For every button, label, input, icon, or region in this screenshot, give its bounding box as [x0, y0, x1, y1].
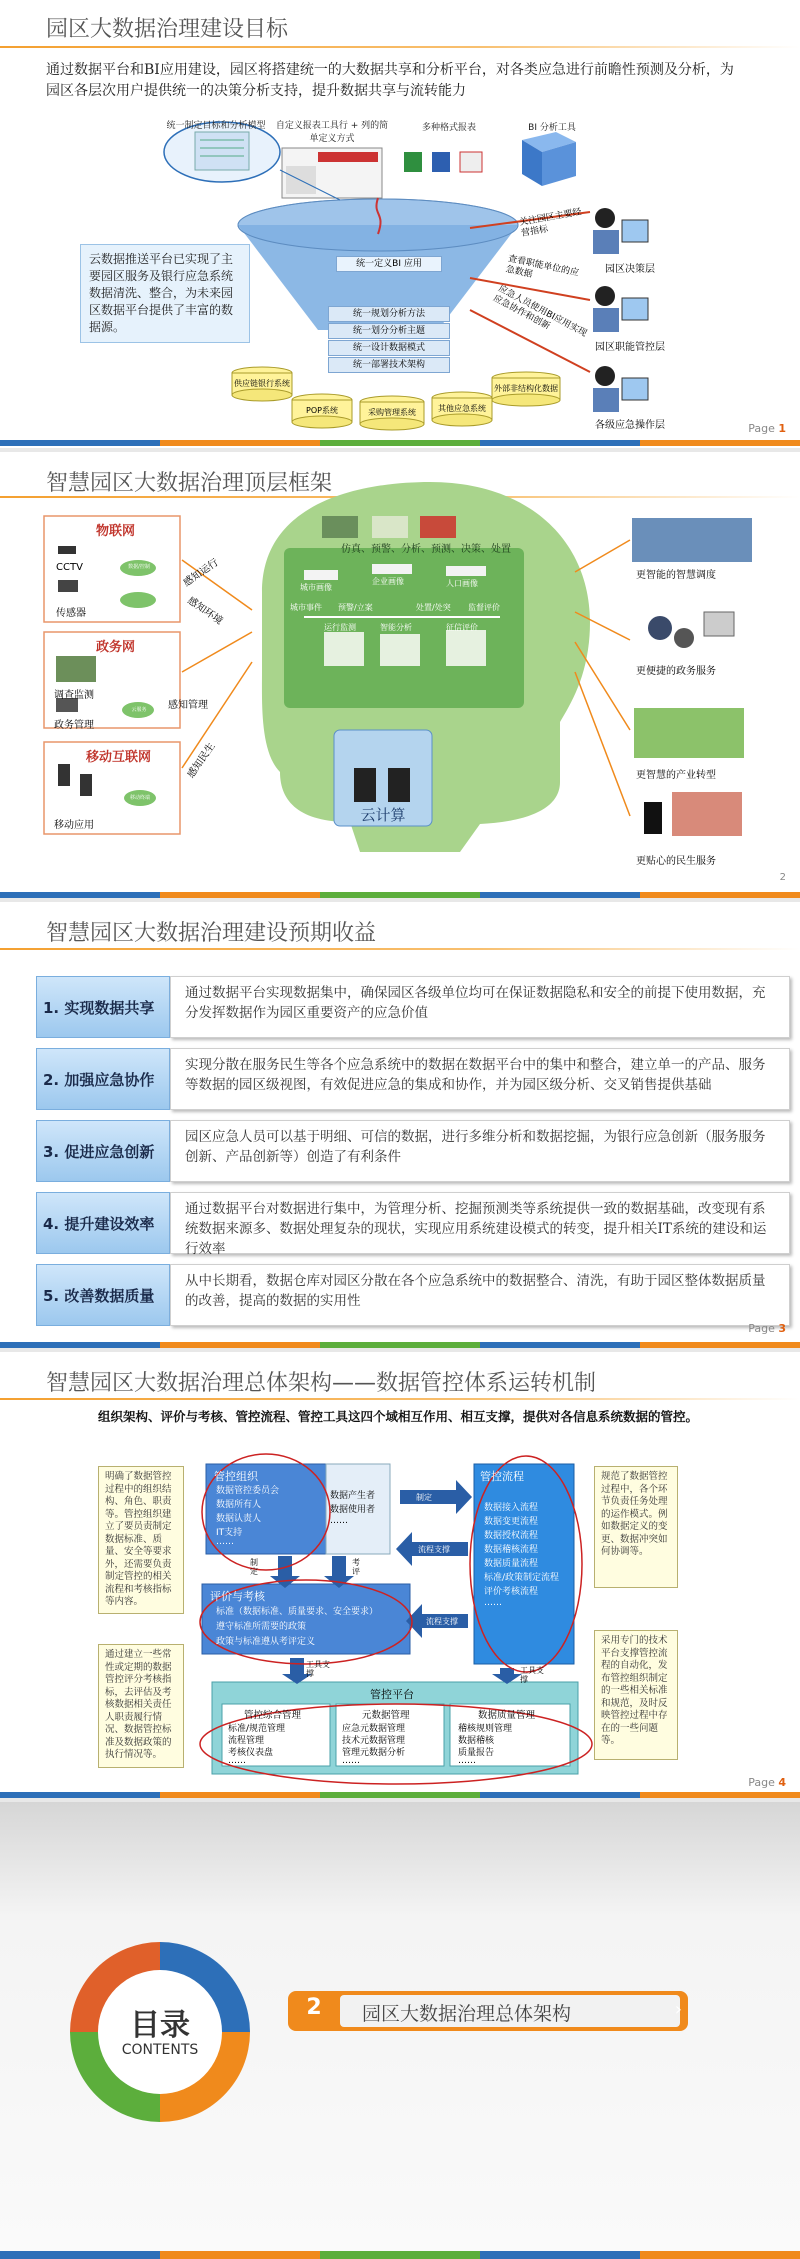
head-node: 监督评价 [468, 603, 500, 612]
cctv-icon [58, 546, 76, 554]
platform-col-title: 数据质量管理 [478, 1710, 536, 1721]
org-item: 数据所有人 [216, 1500, 262, 1510]
page-number: Page 3 [748, 1322, 786, 1335]
slide-3 [0, 902, 800, 1348]
benefit-label: 5. 改善数据质量 [36, 1264, 170, 1326]
section-pill[interactable] [288, 1991, 688, 2031]
page-number: Page 4 [748, 1776, 786, 1789]
process-item: 数据变更流程 [484, 1517, 539, 1527]
box-title: 管控流程 [480, 1470, 524, 1483]
head-node: 征信评价 [446, 623, 478, 632]
top-label: 统一制定目标和分析模型 [166, 121, 266, 131]
user-label: 各级应急操作层 [595, 420, 665, 431]
hub-label: 云服务 [131, 707, 147, 713]
slide-2 [0, 452, 800, 898]
process-item: …… [484, 1598, 502, 1608]
contents-title: 目录 [130, 2008, 190, 2043]
server-icon [388, 768, 410, 802]
device-label: 传感器 [56, 608, 86, 619]
device-label: 政务管理 [54, 720, 94, 731]
contents-subtitle: CONTENTS [121, 2042, 199, 2058]
factory-image [634, 708, 744, 758]
funnel-layer: 统一部署技术架构 [328, 357, 450, 373]
head-node: 城市事件 [290, 603, 322, 612]
slide-1 [0, 0, 800, 448]
user-icon [593, 286, 648, 332]
footer-bar [0, 1342, 800, 1348]
sensor-icon [58, 580, 78, 592]
top-label: BI 分析工具 [528, 123, 576, 133]
source-label: 其他应急系统 [438, 404, 486, 413]
slide-title: 园区大数据治理建设目标 [46, 17, 289, 42]
platform-item: …… [342, 1756, 360, 1766]
funnel-layer: 统一设计数据模式 [328, 340, 450, 356]
benefit-row [36, 1192, 800, 1257]
note-process: 规范了数据管控过程中，各个环节负责任务处理的运作模式。例如数据定义的变更、数据冲突如何协调等。 [594, 1466, 678, 1588]
server-icon [354, 768, 376, 802]
word-icon [432, 152, 450, 172]
benefit-text: 从中长期看，数据仓库对园区分散在各个应急系统中的数据整合、清洗，有助于园区整体数据质量的改善，提高的数据的实用性 [170, 1264, 790, 1326]
phone-icon [80, 774, 92, 796]
hub-label: 移动终端 [129, 795, 150, 801]
arrow-label: 流程支撑 [418, 1545, 450, 1554]
top-label: 多种格式报表 [421, 123, 476, 133]
source-label: 采购管理系统 [368, 408, 416, 417]
platform-item: …… [228, 1756, 246, 1766]
group-title-iot: 物联网 [96, 524, 136, 539]
section-title: 园区大数据治理总体架构 [362, 2003, 572, 2025]
chevron-right-icon: › [674, 1999, 682, 2020]
process-item: 数据质量流程 [484, 1559, 539, 1569]
cloud-push-note: 云数据推送平台已实现了主要园区服务及银行应急系统数据清洗、整合，为未来园区数据平台提供了丰富的数据源。 [80, 244, 250, 343]
slide-title: 智慧园区大数据治理顶层框架 [46, 471, 333, 496]
process-item: 评价考核流程 [484, 1587, 539, 1597]
platform-col-title: 元数据管理 [362, 1710, 410, 1721]
benefit-label: 2. 加强应急协作 [36, 1048, 170, 1110]
benefit-row [36, 976, 800, 1038]
benefit-label: 1. 实现数据共享 [36, 976, 170, 1038]
source-label: 外部非结构化数据 [494, 384, 558, 393]
slide-4 [0, 1352, 800, 1798]
benefit-label: 4. 提升建设效率 [36, 1192, 170, 1254]
org-right-item: 数据使用者 [330, 1505, 376, 1515]
benefit-text: 园区应急人员可以基于明细、可信的数据，进行多维分析和数据挖掘，为银行应急创新（服务服务创新、产品创新等）创造了有利条件 [170, 1120, 790, 1182]
org-right-item: …… [330, 1516, 348, 1526]
device-label: 移动应用 [54, 820, 94, 831]
device-label: 调查监测 [54, 690, 94, 701]
monitor-photo [56, 656, 96, 682]
users-icon [648, 612, 734, 648]
platform-item: 技术元数据管理 [342, 1736, 406, 1746]
platform-item: 应急元数据管理 [342, 1724, 406, 1734]
note-org: 明确了数据管控过程中的组织结构、角色、职责等。管控组织建立了要员责制定数据标准、质量、安全等要求外，还需要负责制定管控的相关流程和考核指标等内容。 [98, 1466, 184, 1614]
funnel-layer: 统一规划分析方法 [328, 306, 450, 322]
outcome-label: 更智能的智慧调度 [636, 570, 716, 581]
footer-bar [0, 892, 800, 898]
sim-thumb [322, 516, 358, 538]
bi-goal-diagram [0, 0, 800, 448]
footer-bar [0, 2251, 800, 2259]
user-icon [593, 208, 648, 254]
section-number: 2 [306, 1995, 322, 2020]
cloud-label: 云计算 [360, 806, 406, 824]
funnel-layer: 统一划分分析主题 [328, 323, 450, 339]
data-source-cylinders [232, 367, 560, 430]
outcome-label: 更便捷的政务服务 [636, 666, 716, 677]
note-eval: 通过建立一些常性或定期的数据管控评分考核指标，去评估及考核数据相关责任人职责履行情况、数据管控标准及数据政策的执行情况等。 [98, 1644, 184, 1768]
page-number: 2 [779, 872, 786, 883]
slide-5 [0, 1802, 800, 2259]
arrow-label: 制定 [416, 1493, 432, 1502]
eval-item: 遵守标准所需要的政策 [216, 1622, 307, 1632]
source-label: 供应链银行系统 [234, 379, 290, 388]
bi-cube-icon [522, 132, 576, 186]
head-node: 处置/处突 [416, 603, 451, 612]
map-thumb [372, 516, 408, 538]
org-item: …… [216, 1537, 234, 1547]
box-title: 管控平台 [370, 1688, 414, 1701]
benefit-row [36, 1048, 800, 1110]
chart-thumb [420, 516, 456, 538]
phone-icon [58, 764, 70, 786]
footer-bar [0, 440, 800, 446]
head-top-label: 仿真、预警、分析、预测、决策、处置 [341, 544, 511, 555]
platform-item: 管理元数据分析 [342, 1748, 406, 1758]
head-node: 预警/立案 [338, 603, 373, 612]
shop-image [672, 792, 742, 836]
org-item: 数据认责人 [216, 1514, 262, 1524]
arrow-label: 制定 [250, 1558, 258, 1576]
top-label: 自定义报表工具行 + 列的简单定义方式 [275, 121, 389, 144]
platform-item: 质量报告 [458, 1748, 495, 1758]
benefit-text: 通过数据平台实现数据集中，确保园区各级单位均可在保证数据隐私和安全的前提下使用数据，充分发挥数据作为园区重要资产的应急价值 [170, 976, 790, 1038]
arrow-label: 考评 [352, 1558, 360, 1576]
process-item: 数据稽核流程 [484, 1545, 539, 1555]
footer-bar [0, 1792, 800, 1798]
process-item: 数据授权流程 [484, 1531, 539, 1541]
benefit-row [36, 1120, 800, 1182]
arrow-label: 流程支撑 [426, 1617, 458, 1626]
org-item: IT支持 [216, 1528, 243, 1538]
arrow-text: 应急人员使用BI应用实现应急协作和创新 [491, 283, 589, 340]
head-node: 人口画像 [446, 579, 478, 588]
note-platform: 采用专门的技术平台支撑管控流程的自动化，发布管控组织制定的一些相关标准和规范，及时反映管控过程中存在的一些问题等。 [594, 1630, 678, 1760]
platform-col-title: 管控综合管理 [244, 1710, 302, 1721]
arrow-text: 关注园区主要经营指标 [518, 207, 583, 239]
process-item: 标准/政策制定流程 [484, 1573, 560, 1583]
benefit-label: 3. 促进应急创新 [36, 1120, 170, 1182]
traffic-image [632, 518, 752, 562]
link-label: 感知管理 [168, 700, 208, 711]
head-node: 运行监测 [324, 623, 356, 632]
source-label: POP系统 [306, 406, 338, 415]
funnel-layer: 统一定义BI 应用 [336, 256, 442, 272]
outcome-label: 更智慧的产业转型 [636, 770, 716, 781]
platform-item: …… [458, 1756, 476, 1766]
benefit-row [36, 1264, 800, 1326]
arrow-text: 查看职能单位的应急数据 [504, 253, 580, 281]
intro-text: 组织架构、评价与考核、管控流程、管控工具这四个域相互作用、相互支撑，提供对各信息系统数据的管控。 [98, 1409, 699, 1424]
pdf-icon [460, 152, 482, 172]
slide-title: 智慧园区大数据治理建设预期收益 [46, 921, 377, 946]
head-node: 城市画像 [300, 583, 332, 592]
platform-item: 稽核规则管理 [458, 1724, 513, 1734]
link-label: 感知运行 [181, 557, 221, 590]
group-title-mobile: 移动互联网 [86, 750, 152, 765]
link-label: 感知环境 [185, 595, 225, 628]
excel-icon [404, 152, 422, 172]
user-icon [593, 366, 648, 412]
title-rule [0, 948, 800, 950]
benefit-text: 通过数据平台对数据进行集中，为管理分析、挖掘预测类等系统提供一致的数据基础，改变现有系统数据来源多、数据处理复杂的现状，实现应用系统建设模式的转变，提升相关IT系统的建设和运行效率 [170, 1192, 790, 1254]
hub-label: 数据/控制 [128, 564, 150, 570]
platform-item: 标准/规范管理 [228, 1724, 286, 1734]
platform-item: 考核仪表盘 [228, 1748, 274, 1758]
page-number: Page 1 [748, 422, 786, 435]
org-item: 数据管控委员会 [216, 1486, 280, 1496]
outcome-label: 更贴心的民生服务 [636, 856, 716, 867]
link-label: 感知民生 [185, 741, 218, 781]
device-label: CCTV [56, 562, 83, 573]
intro-text: 通过数据平台和BI应用建设，园区将搭建统一的大数据共享和分析平台，对各类应急进行前瞻性预测及分析，为园区各层次用户提供统一的决策分析支持，提升数据共享与流转能力 [46, 62, 734, 99]
benefit-text: 实现分散在服务民生等各个应急系统中的数据在数据平台中的集中和整合，建立单一的产品、服务等数据的园区级视图，有效促进应急的集成和协作，并为园区级分析、交叉销售提供基础 [170, 1048, 790, 1110]
platform-item: 数据稽核 [458, 1736, 495, 1746]
box-title: 管控组织 [214, 1470, 258, 1483]
eval-item: 标准（数据标准、质量要求、安全要求） [216, 1607, 379, 1617]
phone-image [644, 802, 662, 834]
head-node: 智能分析 [380, 623, 412, 632]
eval-item: 政策与标准遵从考评定义 [216, 1637, 316, 1647]
arrow-label: 工具支撑 [306, 1660, 330, 1678]
box-title: 评价与考核 [210, 1590, 265, 1603]
org-right-item: 数据产生者 [330, 1491, 376, 1501]
arrow-label: 工具支撑 [520, 1666, 544, 1684]
process-item: 数据接入流程 [484, 1503, 539, 1513]
user-label: 园区职能管控层 [595, 342, 665, 353]
group-title-gov: 政务网 [96, 640, 136, 655]
head-node: 企业画像 [372, 577, 404, 586]
user-label: 园区决策层 [605, 264, 655, 275]
platform-item: 流程管理 [228, 1736, 265, 1746]
slide-title: 智慧园区大数据治理总体架构——数据管控体系运转机制 [46, 1371, 597, 1396]
